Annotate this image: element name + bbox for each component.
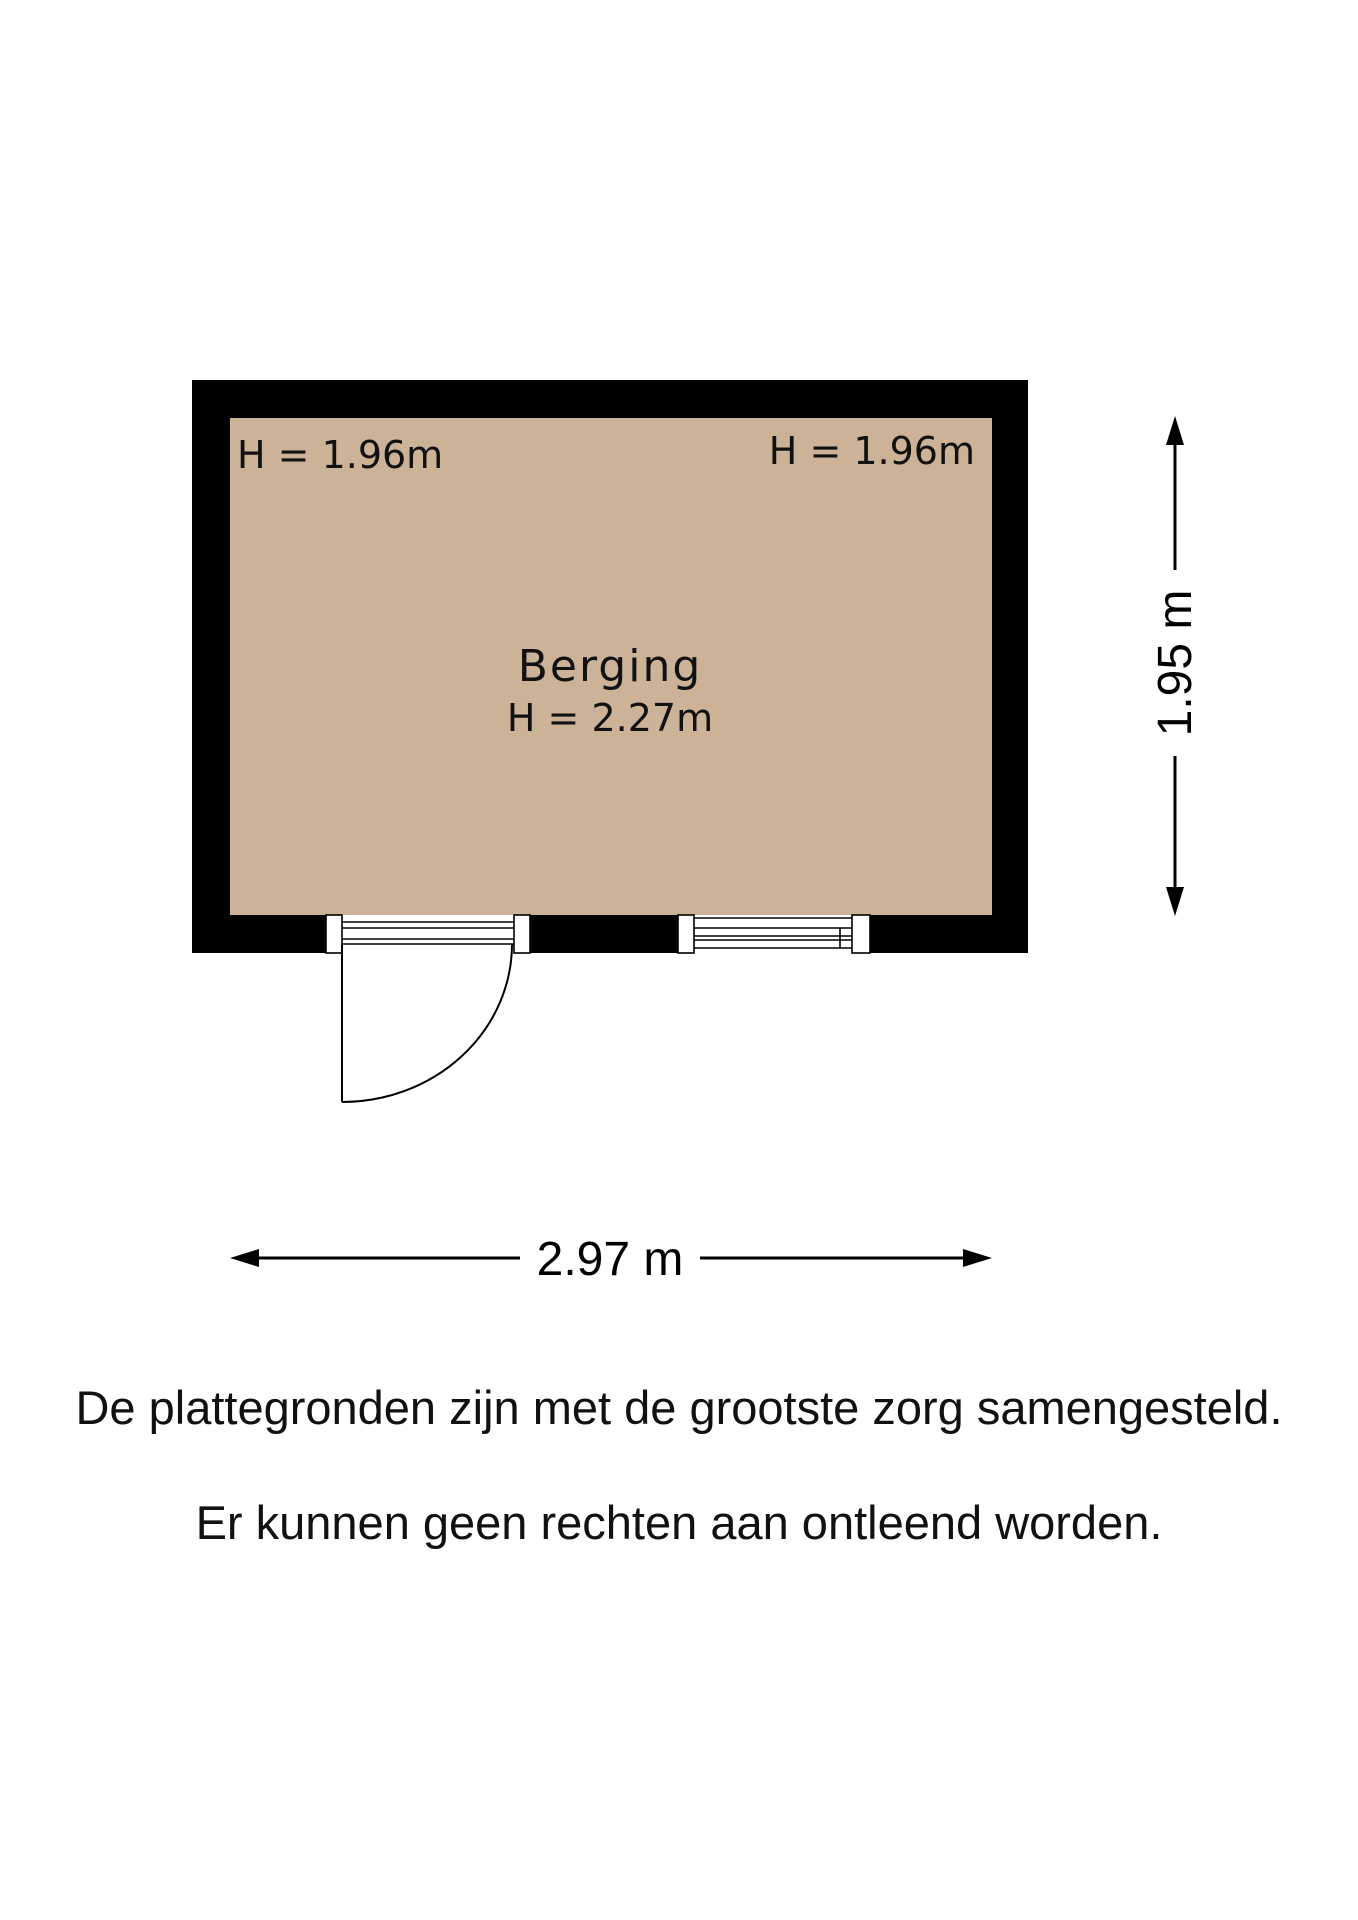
- room-corner-height-right: H = 1.96m: [768, 429, 975, 473]
- wall-bottom-left: [192, 915, 326, 953]
- room-corner-height-left: H = 1.96m: [237, 433, 444, 477]
- wall-right: [992, 380, 1028, 953]
- width-label: 2.97 m: [536, 1233, 684, 1286]
- room-name: Berging: [517, 641, 703, 692]
- wall-left: [192, 380, 230, 953]
- depth-label: 1.95 m: [1149, 589, 1202, 737]
- door: [326, 915, 530, 1102]
- wall-bottom-right: [870, 915, 1028, 953]
- disclaimer-line-2: Er kunnen geen rechten aan ontleend worden.: [195, 1496, 1163, 1549]
- wall-bottom-middle: [530, 915, 678, 953]
- arrow-right-icon: [963, 1249, 992, 1267]
- arrow-up-icon: [1166, 416, 1184, 445]
- wall-top: [192, 380, 1028, 418]
- arrow-down-icon: [1166, 887, 1184, 916]
- disclaimer-line-1: De plattegronden zijn met de grootste zorg samengesteld.: [75, 1381, 1283, 1434]
- arrow-left-icon: [230, 1249, 259, 1267]
- window: [678, 915, 870, 953]
- width-dimension-line: [230, 1233, 992, 1286]
- depth-dimension-line: [1149, 416, 1202, 916]
- room-center-height: H = 2.27m: [506, 696, 714, 740]
